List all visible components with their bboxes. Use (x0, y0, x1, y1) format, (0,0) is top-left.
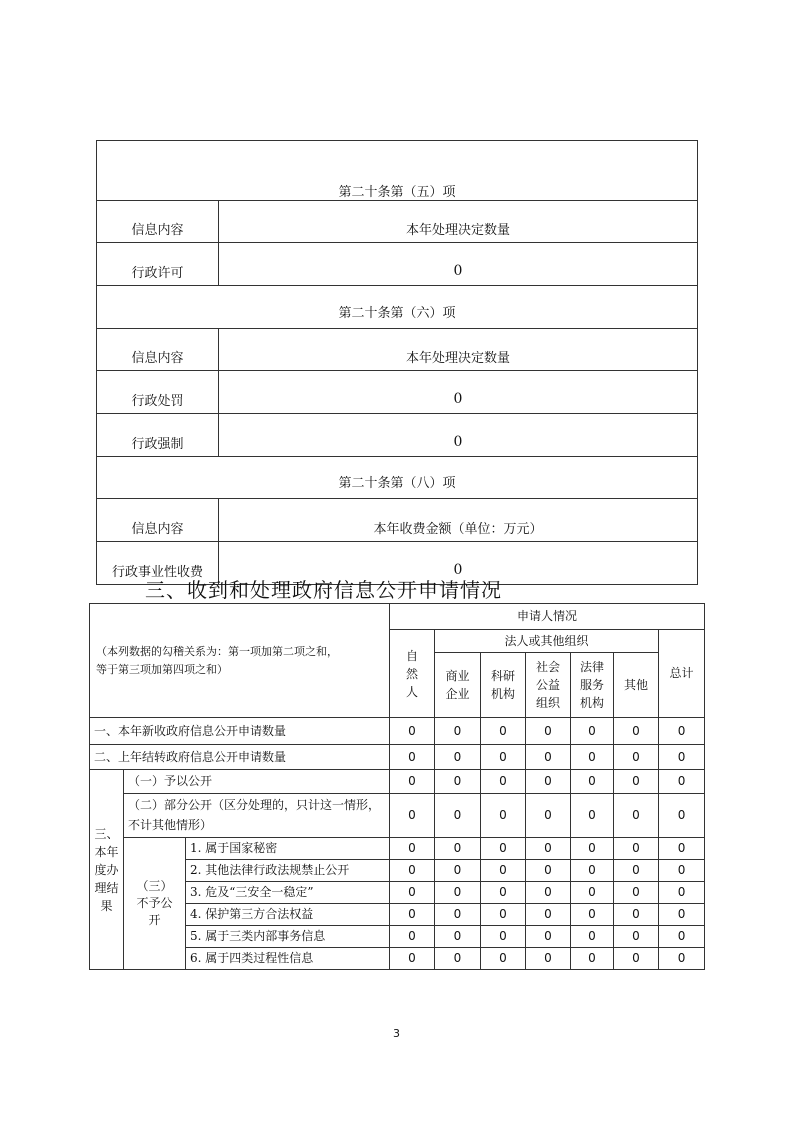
row-value: 0 (219, 414, 698, 457)
row-label: （二）部分公开（区分处理的，只计这一情形，不计其他情形） (124, 794, 390, 838)
row-label: 行政处罚 (97, 371, 219, 414)
value-cell: 0 (390, 770, 435, 794)
header-text: 法律服务机构 (579, 660, 604, 710)
value-cell: 0 (659, 926, 705, 948)
table-row (90, 745, 705, 770)
value-cell: 0 (614, 926, 659, 948)
column-value: 本年收费金额（单位：万元） (219, 499, 698, 542)
value-cell: 0 (481, 838, 526, 860)
value-cell: 0 (481, 926, 526, 948)
group-text: （三）不予公开 (136, 879, 173, 927)
column-label: 信息内容 (97, 499, 219, 542)
value-cell: 0 (526, 838, 571, 860)
natural-person-header (390, 630, 435, 718)
value-cell: 0 (526, 794, 571, 838)
value-cell: 0 (659, 860, 705, 882)
value-cell: 0 (571, 904, 614, 926)
value-cell: 0 (614, 794, 659, 838)
row-label: 一、本年新收政府信息公开申请数量 (90, 718, 390, 745)
value-cell: 0 (571, 718, 614, 745)
table-row (97, 243, 698, 286)
value-cell: 0 (614, 718, 659, 745)
row-value: 0 (219, 542, 698, 585)
value-cell: 0 (481, 770, 526, 794)
value-cell: 0 (614, 838, 659, 860)
header-row (97, 201, 698, 243)
row-group-label (90, 770, 124, 970)
value-cell: 0 (571, 794, 614, 838)
note-line: 等于第三项加第四项之和） (96, 662, 228, 676)
value-cell: 0 (435, 718, 481, 745)
value-cell: 0 (390, 904, 435, 926)
value-cell: 0 (435, 794, 481, 838)
value-cell: 0 (571, 882, 614, 904)
value-cell: 0 (614, 948, 659, 970)
value-cell: 0 (659, 904, 705, 926)
group-text: 三、本年度办理结果 (94, 826, 119, 913)
value-cell: 0 (526, 904, 571, 926)
row-label: （一）予以公开 (124, 770, 390, 794)
value-cell: 0 (571, 860, 614, 882)
page-number: 3 (393, 1027, 400, 1040)
value-cell: 0 (481, 882, 526, 904)
value-cell: 0 (659, 838, 705, 860)
row-label: 6. 属于四类过程性信息 (186, 948, 390, 970)
value-cell: 0 (614, 770, 659, 794)
value-cell: 0 (526, 745, 571, 770)
table-row (90, 770, 705, 794)
value-cell: 0 (435, 745, 481, 770)
value-cell: 0 (435, 926, 481, 948)
value-cell: 0 (614, 904, 659, 926)
value-cell: 0 (390, 745, 435, 770)
column-header (435, 653, 481, 718)
row-label: 1. 属于国家秘密 (186, 838, 390, 860)
row-label: 行政许可 (97, 243, 219, 286)
row-label: 二、上年结转政府信息公开申请数量 (90, 745, 390, 770)
column-header (571, 653, 614, 718)
header-row (97, 499, 698, 542)
value-cell: 0 (571, 838, 614, 860)
section-row (97, 457, 698, 499)
value-cell: 0 (659, 745, 705, 770)
value-cell: 0 (526, 770, 571, 794)
value-cell: 0 (435, 770, 481, 794)
section-title: 第二十条第（八）项 (97, 457, 698, 499)
value-cell: 0 (481, 794, 526, 838)
table-row (90, 794, 705, 838)
value-cell: 0 (526, 926, 571, 948)
row-label: 5. 属于三类内部事务信息 (186, 926, 390, 948)
value-cell: 0 (659, 948, 705, 970)
section-title: 第二十条第（六）项 (97, 286, 698, 329)
value-cell: 0 (526, 948, 571, 970)
value-cell: 0 (435, 948, 481, 970)
header-text: 科研机构 (490, 669, 515, 701)
section-row (97, 286, 698, 329)
note-line: （本列数据的勾稽关系为：第一项加第二项之和， (96, 644, 338, 658)
value-cell: 0 (390, 882, 435, 904)
row-label: 3. 危及“三安全一稳定” (186, 882, 390, 904)
applications-table (89, 603, 705, 970)
row-label: 4. 保护第三方合法权益 (186, 904, 390, 926)
value-cell: 0 (390, 926, 435, 948)
row-label: 行政强制 (97, 414, 219, 457)
section-title: 第二十条第（五）项 (97, 141, 698, 201)
value-cell: 0 (481, 860, 526, 882)
value-cell: 0 (571, 770, 614, 794)
value-cell: 0 (435, 838, 481, 860)
row-label: 2. 其他法律行政法规禁止公开 (186, 860, 390, 882)
column-value: 本年处理决定数量 (219, 329, 698, 371)
value-cell: 0 (390, 948, 435, 970)
table-row (97, 414, 698, 457)
section-heading: 三、收到和处理政府信息公开申请情况 (145, 578, 502, 602)
value-cell: 0 (526, 718, 571, 745)
value-cell: 0 (526, 882, 571, 904)
value-cell: 0 (481, 948, 526, 970)
administrative-actions-table (96, 140, 698, 585)
value-cell: 0 (481, 904, 526, 926)
row-sub-group-label (124, 838, 186, 970)
value-cell: 0 (659, 794, 705, 838)
table-row (90, 838, 705, 860)
value-cell: 0 (571, 745, 614, 770)
value-cell: 0 (659, 882, 705, 904)
header-row (97, 329, 698, 371)
value-cell: 0 (390, 794, 435, 838)
value-cell: 0 (614, 882, 659, 904)
value-cell: 0 (435, 860, 481, 882)
value-cell: 0 (435, 882, 481, 904)
header-text: 商业企业 (445, 669, 470, 701)
row-label: 行政事业性收费 (97, 542, 219, 585)
value-cell: 0 (435, 904, 481, 926)
column-label: 信息内容 (97, 201, 219, 243)
column-header (526, 653, 571, 718)
column-header: 其他 (614, 653, 659, 718)
note-cell (90, 604, 390, 718)
column-value: 本年处理决定数量 (219, 201, 698, 243)
column-label: 信息内容 (97, 329, 219, 371)
value-cell: 0 (659, 770, 705, 794)
row-value: 0 (219, 371, 698, 414)
value-cell: 0 (390, 838, 435, 860)
table-row (97, 371, 698, 414)
value-cell: 0 (571, 926, 614, 948)
section-row (97, 141, 698, 201)
column-header (481, 653, 526, 718)
value-cell: 0 (481, 718, 526, 745)
value-cell: 0 (390, 718, 435, 745)
legal-group-header: 法人或其他组织 (435, 630, 659, 653)
value-cell: 0 (526, 860, 571, 882)
applicant-header: 申请人情况 (390, 604, 705, 630)
header-text: 自然人 (405, 648, 418, 699)
value-cell: 0 (614, 745, 659, 770)
value-cell: 0 (614, 860, 659, 882)
value-cell: 0 (571, 948, 614, 970)
table-row (90, 718, 705, 745)
value-cell: 0 (481, 745, 526, 770)
row-value: 0 (219, 243, 698, 286)
value-cell: 0 (390, 860, 435, 882)
header-text: 社会公益组织 (535, 660, 560, 710)
value-cell: 0 (659, 718, 705, 745)
total-header: 总计 (659, 630, 705, 718)
